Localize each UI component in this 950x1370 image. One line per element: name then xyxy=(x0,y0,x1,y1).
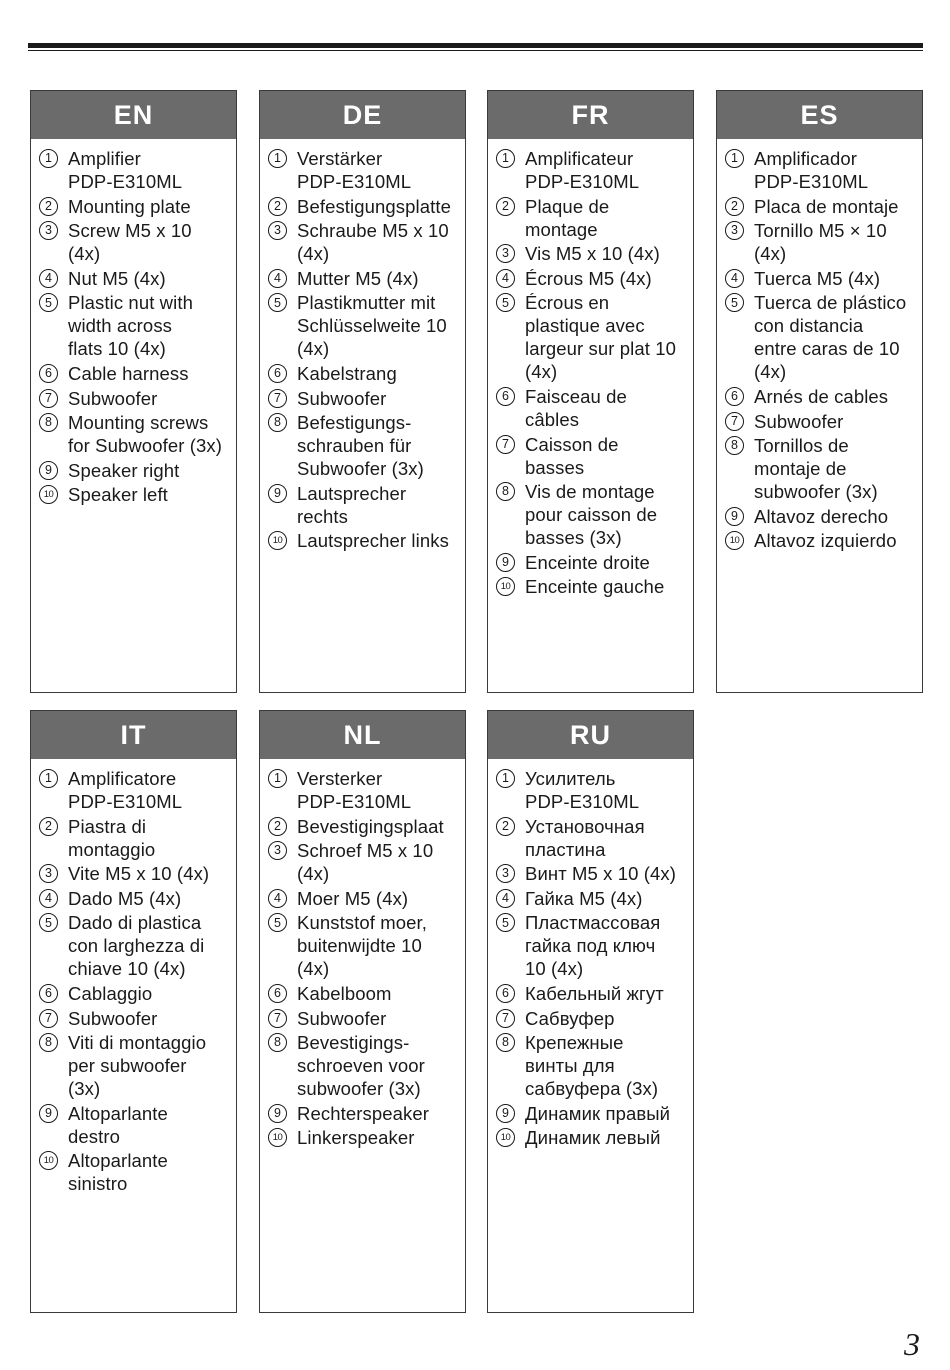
list-item xyxy=(39,887,236,910)
list-item xyxy=(725,195,922,218)
item-label: Bevestigingsplaat xyxy=(297,815,444,837)
item-label: Cable harness xyxy=(68,362,189,384)
list-item xyxy=(268,291,465,360)
list-item xyxy=(496,862,693,885)
circled-number-icon: 7 xyxy=(39,389,58,408)
parts-list-de xyxy=(260,139,465,552)
panel-header-en: EN xyxy=(31,91,236,139)
list-item xyxy=(725,291,922,383)
item-label: Kunststof moer, buitenwijdte 10 (4x) xyxy=(297,912,428,980)
item-label: Arnés de cables xyxy=(754,385,889,407)
circled-number-icon: 10 xyxy=(725,531,744,550)
panel-de xyxy=(259,90,466,693)
list-item xyxy=(39,147,236,193)
list-item xyxy=(268,1102,465,1125)
item-label: Viti di montaggio per subwoofer (3x) xyxy=(68,1032,207,1100)
item-label: Nut M5 (4x) xyxy=(68,267,166,289)
list-item xyxy=(268,387,465,410)
item-label: Кабельный жгут xyxy=(525,982,664,1004)
panel-ru xyxy=(487,710,694,1313)
circled-number-icon: 10 xyxy=(496,577,515,596)
list-item xyxy=(39,767,236,813)
list-item xyxy=(268,362,465,385)
item-label: Screw M5 x 10 (4x) xyxy=(68,220,192,265)
panel-nl xyxy=(259,710,466,1313)
item-label: Vis M5 x 10 (4x) xyxy=(525,243,660,265)
circled-number-icon: 4 xyxy=(496,889,515,908)
parts-list-es xyxy=(717,139,922,552)
item-label: Versterker PDP-E310ML xyxy=(297,768,412,812)
list-item xyxy=(725,385,922,408)
list-item xyxy=(39,862,236,885)
item-label: Subwoofer xyxy=(754,410,844,432)
item-label: Faisceau de câbles xyxy=(525,385,627,430)
item-label: Enceinte droite xyxy=(525,551,650,573)
list-item xyxy=(725,434,922,503)
item-label: Enceinte gauche xyxy=(525,576,665,598)
circled-number-icon: 1 xyxy=(39,149,58,168)
item-label: Kabelstrang xyxy=(297,362,397,384)
top-rule xyxy=(28,43,923,48)
item-label: Крепежные винты для сабвуфера (3x) xyxy=(525,1032,659,1100)
item-label: Moer M5 (4x) xyxy=(297,887,409,909)
item-label: Caisson de basses xyxy=(525,433,619,478)
list-item xyxy=(496,195,693,241)
item-label: Vis de montage pour caisson de basses (3x) xyxy=(525,481,658,549)
circled-number-icon: 2 xyxy=(496,817,515,836)
circled-number-icon: 9 xyxy=(268,1104,287,1123)
item-label: Subwoofer xyxy=(68,1007,158,1029)
circled-number-icon: 6 xyxy=(268,364,287,383)
list-item xyxy=(39,815,236,861)
circled-number-icon: 1 xyxy=(496,149,515,168)
item-label: Speaker right xyxy=(68,459,180,481)
item-label: Винт M5 x 10 (4x) xyxy=(525,863,677,885)
list-item xyxy=(496,767,693,813)
item-label: Befestigungsplatte xyxy=(297,195,452,217)
item-label: Dado M5 (4x) xyxy=(68,887,182,909)
item-label: Vite M5 x 10 (4x) xyxy=(68,863,210,885)
parts-list-ru xyxy=(488,759,693,1149)
item-label: Усилитель PDP-E310ML xyxy=(525,768,640,812)
list-item xyxy=(496,267,693,290)
circled-number-icon: 9 xyxy=(725,507,744,526)
item-label: Schraube M5 x 10 (4x) xyxy=(297,220,449,265)
list-item xyxy=(496,887,693,910)
circled-number-icon: 3 xyxy=(268,221,287,240)
panel-header-es: ES xyxy=(717,91,922,139)
circled-number-icon: 2 xyxy=(268,197,287,216)
item-label: Speaker left xyxy=(68,484,168,506)
panel-it xyxy=(30,710,237,1313)
list-item xyxy=(39,1102,236,1148)
item-label: Cablaggio xyxy=(68,982,153,1004)
circled-number-icon: 7 xyxy=(725,412,744,431)
list-item xyxy=(268,147,465,193)
list-item xyxy=(268,529,465,552)
circled-number-icon: 3 xyxy=(39,221,58,240)
circled-number-icon: 3 xyxy=(39,864,58,883)
item-label: Установочная пластина xyxy=(525,815,645,860)
list-item xyxy=(268,1007,465,1030)
circled-number-icon: 2 xyxy=(39,197,58,216)
panel-header-de: DE xyxy=(260,91,465,139)
parts-list-fr xyxy=(488,139,693,598)
list-item xyxy=(496,982,693,1005)
item-label: Гайка M5 (4x) xyxy=(525,887,643,909)
circled-number-icon: 8 xyxy=(496,482,515,501)
item-label: Kabelboom xyxy=(297,982,392,1004)
list-item xyxy=(725,410,922,433)
list-item xyxy=(39,219,236,265)
panel-header-nl: NL xyxy=(260,711,465,759)
list-item xyxy=(725,505,922,528)
list-item xyxy=(39,459,236,482)
item-label: Tuerca de plástico con distancia entre caras de 10 (4x) xyxy=(754,292,907,383)
item-label: Piastra di montaggio xyxy=(68,815,156,860)
item-label: Verstärker PDP-E310ML xyxy=(297,148,412,192)
circled-number-icon: 5 xyxy=(725,293,744,312)
circled-number-icon: 3 xyxy=(268,841,287,860)
item-label: Schroef M5 x 10 (4x) xyxy=(297,840,434,885)
circled-number-icon: 1 xyxy=(725,149,744,168)
parts-list-en xyxy=(31,139,236,506)
circled-number-icon: 8 xyxy=(268,1033,287,1052)
parts-list-nl xyxy=(260,759,465,1149)
item-label: Subwoofer xyxy=(297,387,387,409)
circled-number-icon: 5 xyxy=(39,293,58,312)
panel-header-fr: FR xyxy=(488,91,693,139)
panel-header-it: IT xyxy=(31,711,236,759)
item-label: Subwoofer xyxy=(68,387,158,409)
item-label: Écrous M5 (4x) xyxy=(525,267,652,289)
circled-number-icon: 1 xyxy=(268,769,287,788)
item-label: Plaque de montage xyxy=(525,195,610,240)
list-item xyxy=(725,147,922,193)
circled-number-icon: 4 xyxy=(268,269,287,288)
item-label: Amplificateur PDP-E310ML xyxy=(525,148,640,192)
circled-number-icon: 5 xyxy=(496,913,515,932)
circled-number-icon: 10 xyxy=(268,531,287,550)
item-label: Altoparlante sinistro xyxy=(68,1150,168,1195)
item-label: Amplificador PDP-E310ML xyxy=(754,148,869,192)
circled-number-icon: 4 xyxy=(268,889,287,908)
list-item xyxy=(268,195,465,218)
item-label: Placa de montaje xyxy=(754,195,899,217)
circled-number-icon: 2 xyxy=(496,197,515,216)
list-item xyxy=(725,529,922,552)
panel-es xyxy=(716,90,923,693)
circled-number-icon: 7 xyxy=(496,435,515,454)
circled-number-icon: 9 xyxy=(39,1104,58,1123)
circled-number-icon: 3 xyxy=(496,244,515,263)
panel-en xyxy=(30,90,237,693)
circled-number-icon: 1 xyxy=(268,149,287,168)
list-item xyxy=(39,483,236,506)
panel-header-ru: RU xyxy=(488,711,693,759)
list-item xyxy=(39,195,236,218)
circled-number-icon: 9 xyxy=(496,553,515,572)
circled-number-icon: 10 xyxy=(39,1151,58,1170)
circled-number-icon: 10 xyxy=(496,1128,515,1147)
list-item xyxy=(39,1149,236,1195)
circled-number-icon: 6 xyxy=(39,364,58,383)
list-item xyxy=(268,411,465,480)
item-label: Lautsprecher links xyxy=(297,530,449,552)
circled-number-icon: 5 xyxy=(268,293,287,312)
circled-number-icon: 4 xyxy=(39,889,58,908)
list-item xyxy=(496,1007,693,1030)
circled-number-icon: 2 xyxy=(268,817,287,836)
item-label: Écrous en plastique avec largeur sur plat 10 (4x) xyxy=(525,292,677,383)
circled-number-icon: 7 xyxy=(268,389,287,408)
circled-number-icon: 6 xyxy=(725,387,744,406)
item-label: Plastic nut with width across flats 10 (4x) xyxy=(68,292,193,360)
circled-number-icon: 7 xyxy=(496,1009,515,1028)
list-item xyxy=(39,362,236,385)
item-label: Befestigungs- schrauben für Subwoofer (3x) xyxy=(297,412,424,480)
list-item xyxy=(39,1007,236,1030)
item-label: Динамик левый xyxy=(525,1127,661,1149)
circled-number-icon: 8 xyxy=(725,436,744,455)
list-item xyxy=(268,219,465,265)
circled-number-icon: 10 xyxy=(268,1128,287,1147)
item-label: Tuerca M5 (4x) xyxy=(754,267,881,289)
item-label: Altavoz izquierdo xyxy=(754,530,897,552)
circled-number-icon: 8 xyxy=(268,413,287,432)
circled-number-icon: 8 xyxy=(39,1033,58,1052)
panel-fr xyxy=(487,90,694,693)
list-item xyxy=(268,1126,465,1149)
circled-number-icon: 8 xyxy=(39,413,58,432)
circled-number-icon: 4 xyxy=(39,269,58,288)
list-item xyxy=(496,1031,693,1100)
list-item xyxy=(268,911,465,980)
circled-number-icon: 7 xyxy=(39,1009,58,1028)
list-item xyxy=(496,242,693,265)
item-label: Linkerspeaker xyxy=(297,1127,415,1149)
list-item xyxy=(496,575,693,598)
item-label: Bevestigings- schroeven voor subwoofer (3x) xyxy=(297,1032,425,1100)
circled-number-icon: 1 xyxy=(496,769,515,788)
item-label: Lautsprecher rechts xyxy=(297,482,407,527)
circled-number-icon: 6 xyxy=(496,984,515,1003)
list-item xyxy=(268,982,465,1005)
circled-number-icon: 8 xyxy=(496,1033,515,1052)
circled-number-icon: 1 xyxy=(39,769,58,788)
list-item xyxy=(496,911,693,980)
list-item xyxy=(496,551,693,574)
list-item xyxy=(268,839,465,885)
list-item xyxy=(496,815,693,861)
circled-number-icon: 6 xyxy=(496,387,515,406)
circled-number-icon: 6 xyxy=(268,984,287,1003)
item-label: Altavoz derecho xyxy=(754,505,889,527)
item-label: Сабвуфер xyxy=(525,1007,615,1029)
list-item xyxy=(496,385,693,431)
list-item xyxy=(268,887,465,910)
list-item xyxy=(39,267,236,290)
list-item xyxy=(496,1102,693,1125)
item-label: Altoparlante destro xyxy=(68,1102,168,1147)
list-item xyxy=(268,267,465,290)
list-item xyxy=(268,767,465,813)
list-item xyxy=(496,147,693,193)
list-item xyxy=(268,482,465,528)
item-label: Subwoofer xyxy=(297,1007,387,1029)
item-label: Tornillos de montaje de subwoofer (3x) xyxy=(754,435,878,503)
parts-list-it xyxy=(31,759,236,1195)
item-label: Dado di plastica con larghezza di chiave 10 (4x) xyxy=(68,912,205,980)
circled-number-icon: 5 xyxy=(39,913,58,932)
item-label: Пластмассовая гайка под ключ 10 (4x) xyxy=(525,912,661,980)
circled-number-icon: 9 xyxy=(39,461,58,480)
item-label: Tornillo M5 × 10 (4x) xyxy=(754,220,887,265)
item-label: Mounting plate xyxy=(68,195,191,217)
circled-number-icon: 5 xyxy=(268,913,287,932)
item-label: Plastikmutter mit Schlüsselweite 10 (4x) xyxy=(297,292,447,360)
list-item xyxy=(496,480,693,549)
list-item xyxy=(725,267,922,290)
list-item xyxy=(496,291,693,383)
circled-number-icon: 3 xyxy=(725,221,744,240)
item-label: Amplificatore PDP-E310ML xyxy=(68,768,183,812)
page-number: 3 xyxy=(904,1326,920,1362)
list-item xyxy=(39,387,236,410)
list-item xyxy=(39,291,236,360)
circled-number-icon: 10 xyxy=(39,485,58,504)
list-item xyxy=(39,911,236,980)
list-item xyxy=(496,1126,693,1149)
circled-number-icon: 2 xyxy=(725,197,744,216)
circled-number-icon: 7 xyxy=(268,1009,287,1028)
circled-number-icon: 4 xyxy=(496,269,515,288)
list-item xyxy=(496,433,693,479)
circled-number-icon: 5 xyxy=(496,293,515,312)
circled-number-icon: 2 xyxy=(39,817,58,836)
list-item xyxy=(39,411,236,457)
circled-number-icon: 9 xyxy=(496,1104,515,1123)
item-label: Amplifier PDP-E310ML xyxy=(68,148,183,192)
circled-number-icon: 4 xyxy=(725,269,744,288)
circled-number-icon: 6 xyxy=(39,984,58,1003)
list-item xyxy=(39,982,236,1005)
item-label: Mounting screws for Subwoofer (3x) xyxy=(68,412,222,457)
list-item xyxy=(268,815,465,838)
list-item xyxy=(725,219,922,265)
item-label: Динамик правый xyxy=(525,1102,671,1124)
circled-number-icon: 9 xyxy=(268,484,287,503)
list-item xyxy=(268,1031,465,1100)
item-label: Mutter M5 (4x) xyxy=(297,267,419,289)
list-item xyxy=(39,1031,236,1100)
item-label: Rechterspeaker xyxy=(297,1102,429,1124)
circled-number-icon: 3 xyxy=(496,864,515,883)
